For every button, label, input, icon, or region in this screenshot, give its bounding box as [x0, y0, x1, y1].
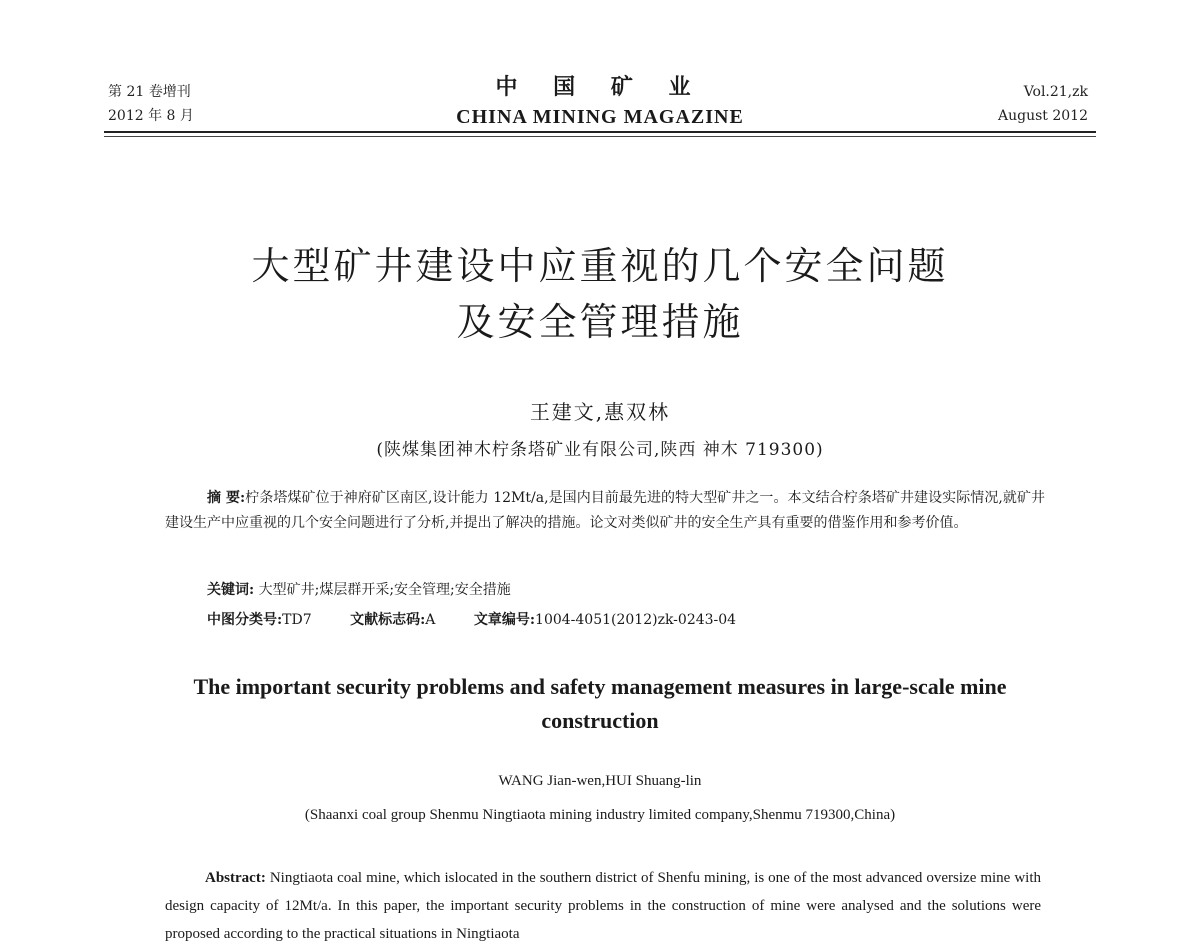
- article-title-cn: [0, 238, 1200, 350]
- authors-cn: 王建文,惠双林: [529, 400, 671, 424]
- article-title-en: The important security problems and safety management measures in large-scale mine construction: [193, 674, 1007, 733]
- article-no-label: 文章编号:: [473, 612, 536, 628]
- clc-value: TD7: [282, 612, 312, 628]
- clc-group: [207, 608, 312, 632]
- abstract-cn-text: 柠条塔煤矿位于神府矿区南区,设计能力 12Mt/a,是国内目前最先进的特大型矿井之一。本文结合柠条塔矿井建设实际情况,就矿井建设生产中应重视的几个安全问题进行了分析,并提出了解决的措施。论文对类似矿井的安全生产具有重要的借鉴作用和参考价值。: [165, 490, 1045, 531]
- volume-cn: 第 21 卷增刊: [108, 84, 191, 100]
- article-no-value: 1004-4051(2012)zk-0243-04: [535, 612, 737, 628]
- journal-title-cn: 中 国 矿 业: [495, 74, 705, 100]
- keywords-cn: [207, 578, 511, 602]
- header-right: [998, 80, 1088, 128]
- date-cn: 2012 年 8 月: [108, 108, 194, 124]
- doc-code-label: 文献标志码:: [350, 612, 426, 628]
- clc-label: 中图分类号:: [207, 612, 283, 628]
- abstract-en-label: Abstract:: [205, 870, 266, 886]
- article-no-group: [474, 608, 736, 632]
- keywords-text: 大型矿井;煤层群开采;安全管理;安全措施: [258, 582, 511, 598]
- doc-code-value: A: [425, 612, 436, 628]
- authors-en: WANG Jian-wen,HUI Shuang-lin: [498, 773, 702, 789]
- classification-line: [207, 608, 770, 632]
- header-rule-thin: [104, 136, 1096, 137]
- affiliation-en: (Shaanxi coal group Shenmu Ningtiaota mining industry limited company,Shenmu 719300,China): [304, 807, 896, 823]
- abstract-cn: [165, 486, 1045, 536]
- abstract-en-text: Ningtiaota coal mine, which islocated in the southern district of Shenfu mining, is one of the most advanced oversize mine with design capacity of 12Mt/a. In this paper, the important security problems in the construction of mine were analysed and the solutions were proposed according to the practical situations in Ningtiaota: [165, 870, 1041, 942]
- header-rule-thick: [104, 131, 1096, 133]
- date-en: August 2012: [998, 108, 1088, 124]
- doc-code-group: [350, 608, 435, 632]
- title-cn-line1: 大型矿井建设中应重视的几个安全问题: [251, 244, 949, 288]
- abstract-en: [165, 864, 1041, 948]
- volume-en: Vol.21,zk: [1023, 84, 1088, 100]
- affiliation-cn: (陕煤集团神木柠条塔矿业有限公司,陕西 神木 719300): [376, 440, 824, 460]
- journal-title-en: CHINA MINING MAGAZINE: [456, 106, 744, 128]
- title-cn-line2: 及安全管理措施: [456, 300, 744, 344]
- abstract-cn-label: 摘 要:: [207, 490, 246, 506]
- keywords-label: 关键词:: [207, 582, 255, 598]
